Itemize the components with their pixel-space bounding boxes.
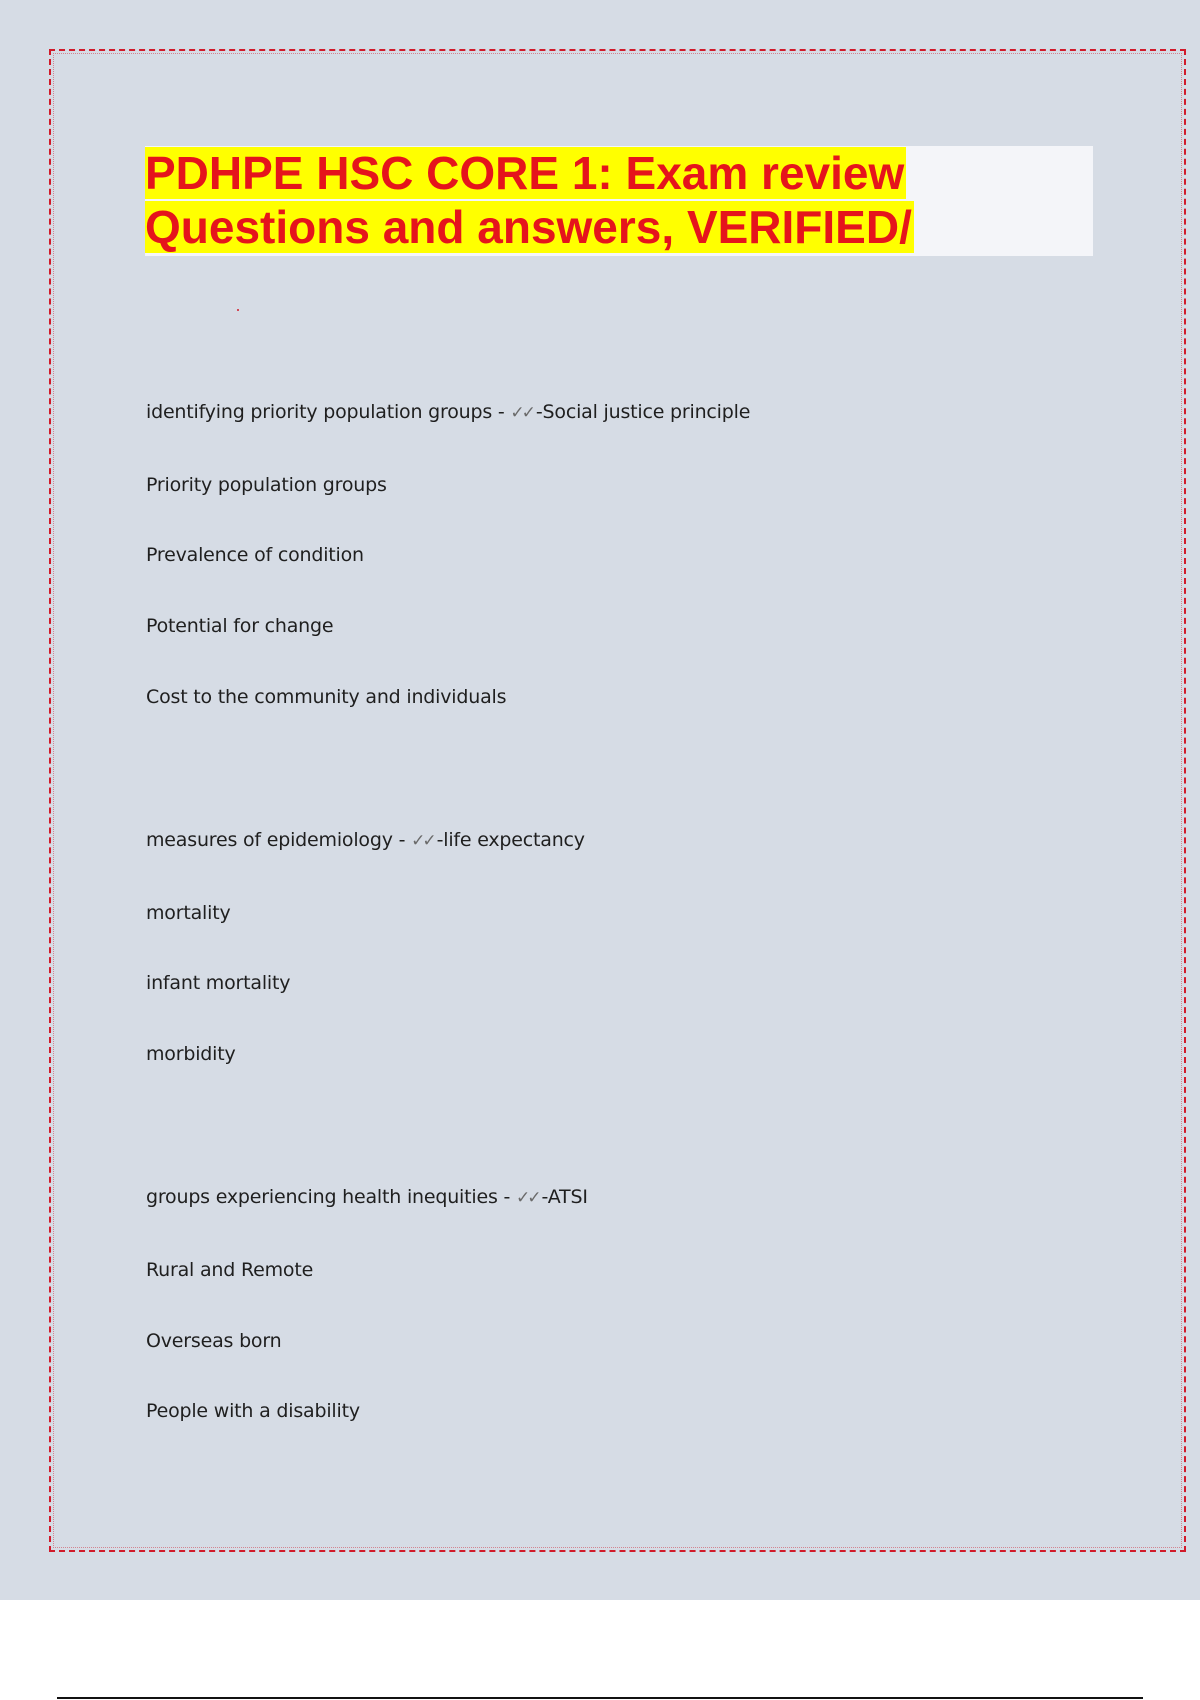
- answer-text: -ATSI: [541, 1186, 588, 1208]
- question-entry: [146, 828, 585, 853]
- question-entry: [146, 1185, 588, 1210]
- answer-line: Rural and Remote: [146, 1259, 314, 1281]
- double-check-icon: ✓✓: [510, 403, 533, 423]
- question-text: identifying priority population groups -: [146, 401, 511, 423]
- question-text: measures of epidemiology -: [146, 829, 412, 851]
- answer-line: Cost to the community and individuals: [146, 686, 507, 708]
- footer-divider: [57, 1697, 1143, 1699]
- answer-text: -Social justice principle: [535, 401, 751, 423]
- double-check-icon: ✓✓: [516, 1188, 539, 1208]
- answer-line: mortality: [146, 902, 231, 924]
- double-check-icon: ✓✓: [411, 831, 434, 851]
- answer-line: Overseas born: [146, 1330, 282, 1352]
- answer-line: Priority population groups: [146, 474, 387, 496]
- answer-line: People with a disability: [146, 1400, 360, 1422]
- answer-line: Potential for change: [146, 615, 334, 637]
- stray-dot-mark: [237, 309, 239, 311]
- answer-line: infant mortality: [146, 972, 291, 994]
- question-entry: [146, 400, 750, 425]
- question-text: groups experiencing health inequities -: [146, 1186, 516, 1208]
- answer-line: Prevalence of condition: [146, 544, 364, 566]
- title-line-2: Questions and answers, VERIFIED/: [145, 201, 912, 253]
- title-line-1: PDHPE HSC CORE 1: Exam review: [145, 147, 905, 199]
- page-border: [49, 49, 1186, 1552]
- document-title: [145, 146, 1093, 254]
- answer-line: morbidity: [146, 1043, 236, 1065]
- answer-text: -life expectancy: [436, 829, 585, 851]
